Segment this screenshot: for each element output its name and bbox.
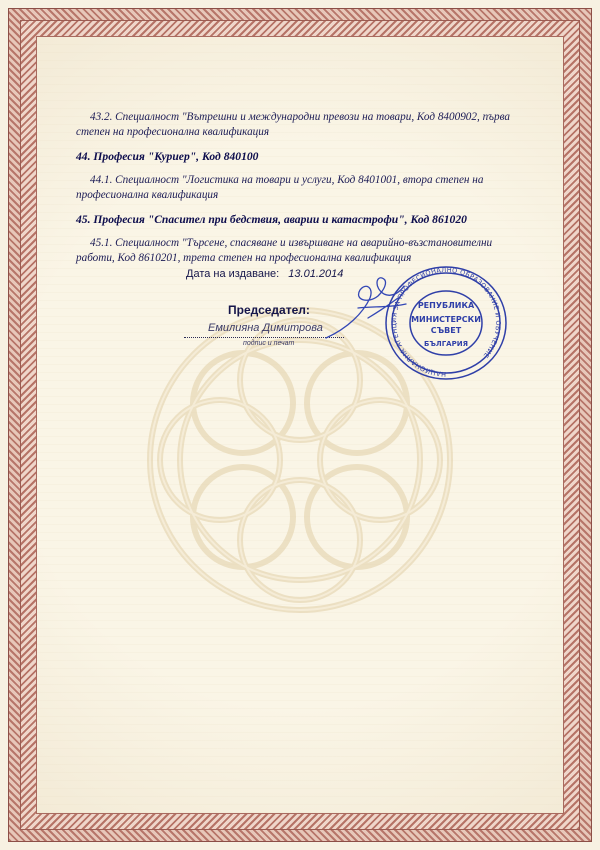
issue-date-label: Дата на издаване:	[186, 268, 280, 280]
stamp-ring-text: НАЦИОНАЛНА АГЕНЦИЯ ЗА ПРОФЕСИОНАЛНО ОБРАЗОВАНИЕ И ОБУЧЕНИЕ	[389, 265, 503, 379]
profession-45: 45. Професия "Спасител при бедствия, аварии и катастрофи", Код 861020	[76, 213, 467, 226]
chair-title: Председател:	[228, 303, 310, 317]
stamp-line3: СЪВЕТ	[430, 326, 462, 335]
official-stamp-icon	[370, 262, 522, 384]
specialty-45-1: 45.1. Специалност "Търсене, спасяване и извършване на аварийно-възстановителни работи, Код 8610201, трета степен на професионална квалификация	[76, 237, 493, 264]
specialty-43-2: 43.2. Специалност "Вътрешни и международни превози на товари, Код 8400902, първа степен на професионална квалификация	[76, 111, 510, 138]
stamp-line2: МИНИСТЕРСКИ	[411, 315, 481, 324]
specialty-44-1: 44.1. Специалност "Логистика на товари и услуги, Код 8401001, втора степен на професионална квалификация	[76, 174, 484, 201]
stamp-line1: РЕПУБЛИКА	[417, 301, 475, 310]
issue-date-value: 13.01.2014	[288, 268, 344, 280]
qualification-list	[76, 110, 526, 275]
stamp-line4: БЪЛГАРИЯ	[424, 340, 468, 348]
profession-44: 44. Професия "Куриер", Код 840100	[76, 150, 259, 163]
signature-caption: подпис и печат	[243, 340, 295, 347]
chair-name: Емилияна Димитрова	[208, 322, 323, 334]
